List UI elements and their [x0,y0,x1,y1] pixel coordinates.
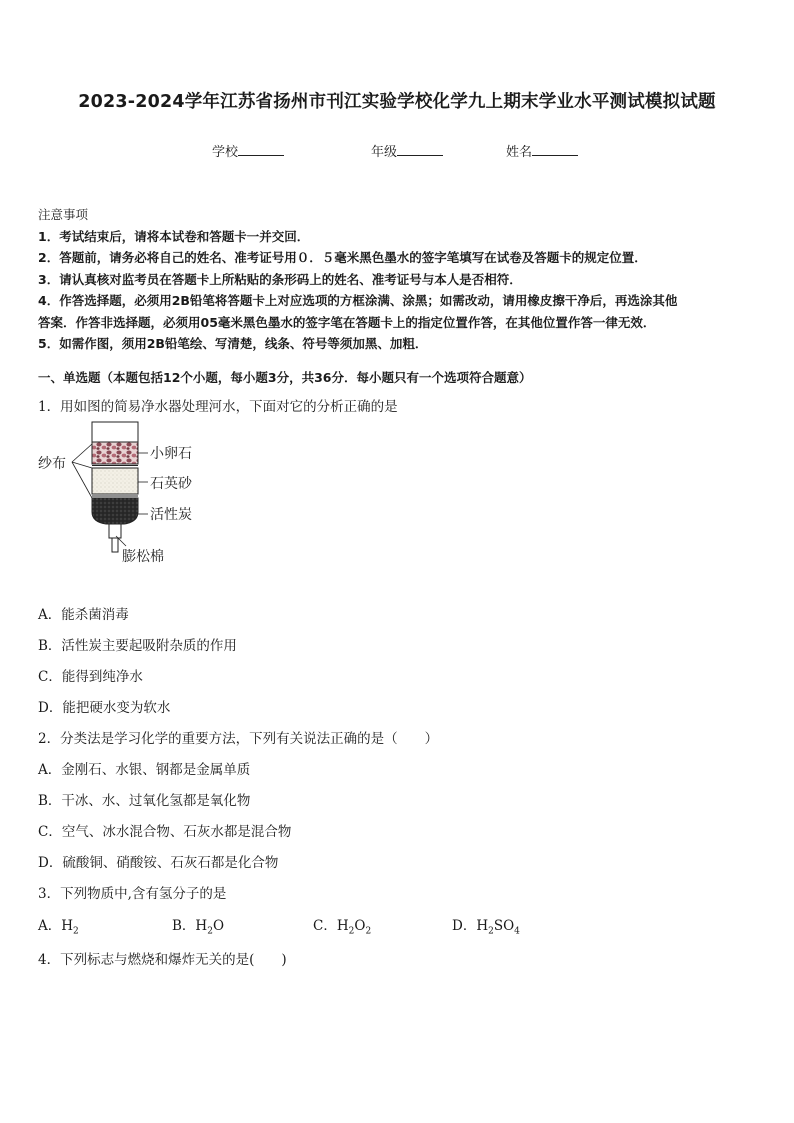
label-pebble: 小卵石 [150,446,192,462]
answer-paren[interactable]: ( ) [249,952,287,968]
label-carbon: 活性炭 [150,507,192,523]
notes-heading: 注意事项 [38,207,89,222]
option-label: A． [38,918,62,934]
q3-option-c[interactable] [313,914,371,937]
sand-layer [92,468,138,494]
name-label: 姓名 [506,145,533,160]
formula-rest: O [354,918,366,934]
grade-field[interactable] [371,141,443,160]
question-4-stem [38,948,287,968]
question-3-stem: 3．下列物质中,含有氢分子的是 [38,886,227,902]
formula-sub: 2 [73,926,79,937]
formula-rest: SO [493,918,515,934]
name-blank[interactable] [532,143,578,156]
formula-sub2: 2 [365,926,372,937]
page-title: 2023-2024学年江苏省扬州市刊江实验学校化学九上期末学业水平测试模拟试题 [78,92,716,112]
name-field[interactable] [506,141,578,160]
school-field[interactable] [212,141,284,160]
question-4-text: 4．下列标志与燃烧和爆炸无关的是 [38,952,250,968]
school-label: 学校 [212,145,239,160]
note-item: 4．作答选择题，必须用2B铅笔将答题卡上对应选项的方框涂满、涂黑；如需改动，请用橡皮擦干净后，再选涂其他 [38,293,678,308]
q1-option-b[interactable]: B．活性炭主要起吸附杂质的作用 [38,638,237,654]
school-blank[interactable] [238,143,284,156]
formula-sub: 2 [207,926,213,937]
q2-option-a[interactable]: A．金刚石、水银、钢都是金属单质 [38,762,251,778]
question-1-stem: 1．用如图的简易净水器处理河水，下面对它的分析正确的是 [38,399,398,415]
label-cotton: 膨松棉 [122,549,164,565]
note-item: 答案．作答非选择题，必须用05毫米黑色墨水的签字笔在答题卡上的指定位置作答，在其他位置作答一律无效． [38,314,656,330]
formula-sub: 2 [348,926,355,937]
grade-label: 年级 [371,145,398,160]
q1-option-a[interactable]: A．能杀菌消毒 [38,607,129,623]
option-label: B． [172,918,196,934]
q1-option-c[interactable]: C．能得到纯净水 [38,669,143,685]
q2-option-b[interactable]: B．干冰、水、过氧化氢都是氧化物 [38,793,251,809]
formula-sub: 2 [488,926,494,937]
label-sand: 石英砂 [150,476,192,492]
carbon-layer [92,498,138,524]
note-item: 1．考试结束后，请将本试卷和答题卡一并交回． [38,228,310,244]
formula-text: H [336,918,349,934]
pebble-layer [92,442,138,464]
formula-text: H [61,918,74,934]
notes-block [38,204,758,355]
question-2-stem: 2．分类法是学习化学的重要方法，下列有关说法正确的是（ ） [38,731,439,747]
section-heading: 一、单选题（本题包括12个小题，每小题3分，共36分．每小题只有一个选项符合题意） [38,370,532,385]
formula-rest: O [212,918,225,934]
note-item: 5．如需作图，须用2B铅笔绘、写清楚，线条、符号等须加黑、加粗． [38,336,428,351]
q2-option-d[interactable]: D．硫酸铜、硝酸铵、石灰石都是化合物 [38,855,279,871]
water-purifier-figure [36,418,216,568]
formula-text: H [476,918,489,934]
q3-option-a[interactable] [38,914,79,937]
option-label: C． [313,918,337,934]
grade-blank[interactable] [397,143,443,156]
formula-sub2: 4 [514,926,520,937]
label-cloth: 纱布 [38,456,66,472]
q3-option-b[interactable] [172,914,224,937]
option-label: D． [452,918,477,934]
q2-option-c[interactable]: C．空气、冰水混合物、石灰水都是混合物 [38,824,292,840]
note-item: 2．答题前，请务必将自己的姓名、准考证号用０．５毫米黑色墨水的签字笔填写在试卷及答题卡的规定位置． [38,250,647,265]
formula-text: H [195,918,208,934]
q3-option-d[interactable] [452,914,520,937]
q1-option-d[interactable]: D．能把硬水变为软水 [38,700,171,716]
note-item: 3．请认真核对监考员在答题卡上所粘贴的条形码上的姓名、准考证号与本人是否相符． [38,271,522,287]
